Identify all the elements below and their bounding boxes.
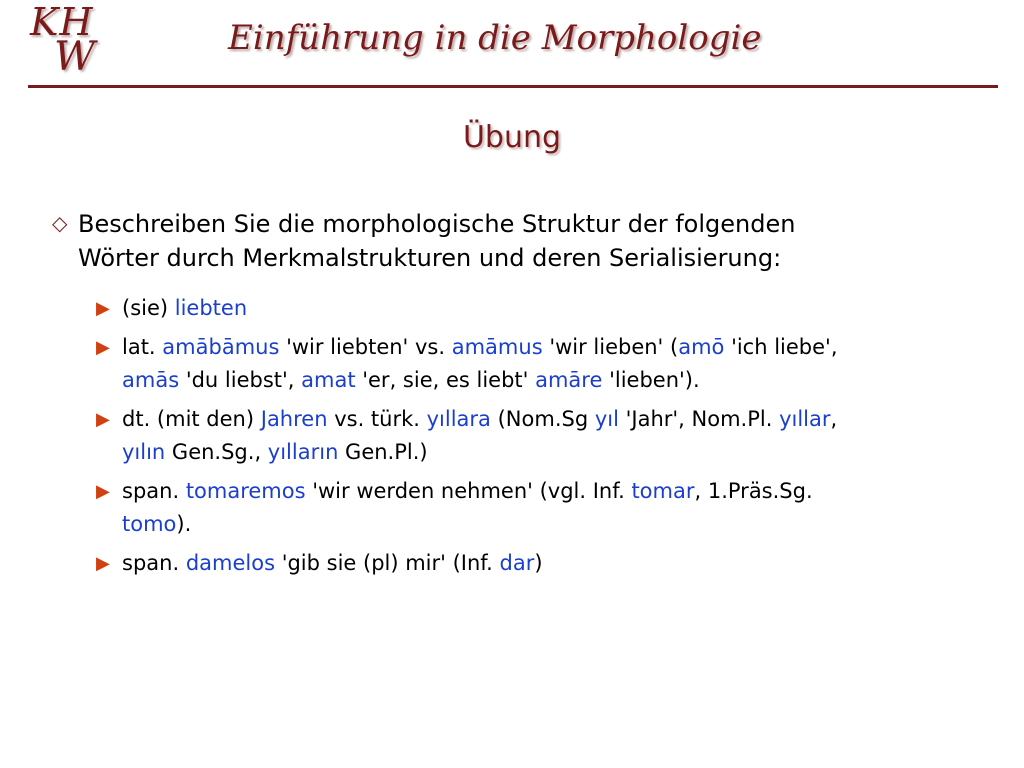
example-text: 'lieben'). bbox=[602, 368, 700, 392]
triangle-right-icon: ▶ bbox=[96, 337, 110, 358]
example-line bbox=[122, 547, 986, 580]
example-item bbox=[96, 547, 986, 580]
example-word: damelos bbox=[185, 551, 276, 575]
example-text: , 1.Präs.Sg. bbox=[694, 479, 813, 503]
example-word: yılın bbox=[122, 440, 166, 464]
example-text: 'wir werden nehmen' (vgl. Inf. bbox=[305, 479, 632, 503]
example-text: 'du liebst', bbox=[179, 368, 302, 392]
example-line bbox=[122, 364, 986, 397]
main-bullet-item bbox=[52, 207, 982, 275]
example-word: tomo bbox=[122, 512, 177, 536]
logo-line-1: KH bbox=[30, 0, 94, 44]
example-text: 'Jahr', Nom.Pl. bbox=[618, 407, 780, 431]
example-word: amō bbox=[678, 335, 725, 359]
khw-logo bbox=[30, 2, 130, 82]
example-text: 'er, sie, es liebt' bbox=[355, 368, 536, 392]
triangle-right-icon: ▶ bbox=[96, 481, 110, 502]
example-word: amāmus bbox=[451, 335, 543, 359]
example-text: vs. türk. bbox=[327, 407, 427, 431]
example-list bbox=[96, 292, 986, 586]
example-item bbox=[96, 403, 986, 469]
slide-title: Übung bbox=[462, 120, 562, 155]
main-bullet-line-2: Wörter durch Merkmalstrukturen und deren Serialisierung: bbox=[78, 244, 782, 272]
example-word: liebten bbox=[174, 296, 248, 320]
example-word: amābāmus bbox=[162, 335, 280, 359]
example-text: (Nom.Sg bbox=[490, 407, 595, 431]
example-text: lat. bbox=[122, 335, 163, 359]
example-line bbox=[122, 403, 986, 436]
example-item bbox=[96, 331, 986, 397]
example-text: 'wir liebten' vs. bbox=[279, 335, 452, 359]
triangle-right-icon: ▶ bbox=[96, 298, 110, 319]
example-text: ) bbox=[534, 551, 543, 575]
example-text: dt. (mit den) bbox=[122, 407, 261, 431]
example-word: tomar bbox=[631, 479, 695, 503]
example-text: , bbox=[830, 407, 838, 431]
header-divider bbox=[28, 85, 998, 88]
example-text: 'wir lieben' ( bbox=[542, 335, 679, 359]
example-word: tomaremos bbox=[185, 479, 306, 503]
example-text: ). bbox=[176, 512, 192, 536]
example-word: dar bbox=[499, 551, 535, 575]
example-word: amāre bbox=[535, 368, 603, 392]
example-word: yılların bbox=[267, 440, 339, 464]
example-text: span. bbox=[122, 551, 186, 575]
example-text: 'gib sie (pl) mir' (Inf. bbox=[275, 551, 500, 575]
example-text: Gen.Sg., bbox=[165, 440, 268, 464]
example-line bbox=[122, 436, 986, 469]
example-word: Jahren bbox=[260, 407, 328, 431]
example-text: span. bbox=[122, 479, 186, 503]
example-word: yıllara bbox=[426, 407, 491, 431]
example-line bbox=[122, 331, 986, 364]
example-line bbox=[122, 508, 986, 541]
example-text: Gen.Pl.) bbox=[338, 440, 428, 464]
example-item bbox=[96, 292, 986, 325]
example-word: amās bbox=[122, 368, 180, 392]
logo-line-2: W bbox=[54, 34, 96, 80]
triangle-right-icon: ▶ bbox=[96, 553, 110, 574]
example-word: yıl bbox=[594, 407, 619, 431]
example-item bbox=[96, 475, 986, 541]
diamond-bullet-icon: ◇ bbox=[52, 211, 68, 235]
example-text: 'ich liebe', bbox=[724, 335, 838, 359]
example-line bbox=[122, 475, 986, 508]
example-word: yıllar bbox=[779, 407, 831, 431]
example-line bbox=[122, 292, 986, 325]
triangle-right-icon: ▶ bbox=[96, 409, 110, 430]
example-text: (sie) bbox=[122, 296, 175, 320]
example-word: amat bbox=[301, 368, 356, 392]
course-title: Einführung in die Morphologie bbox=[228, 18, 762, 58]
main-bullet-line-1: Beschreiben Sie die morphologische Struktur der folgenden bbox=[78, 210, 796, 238]
